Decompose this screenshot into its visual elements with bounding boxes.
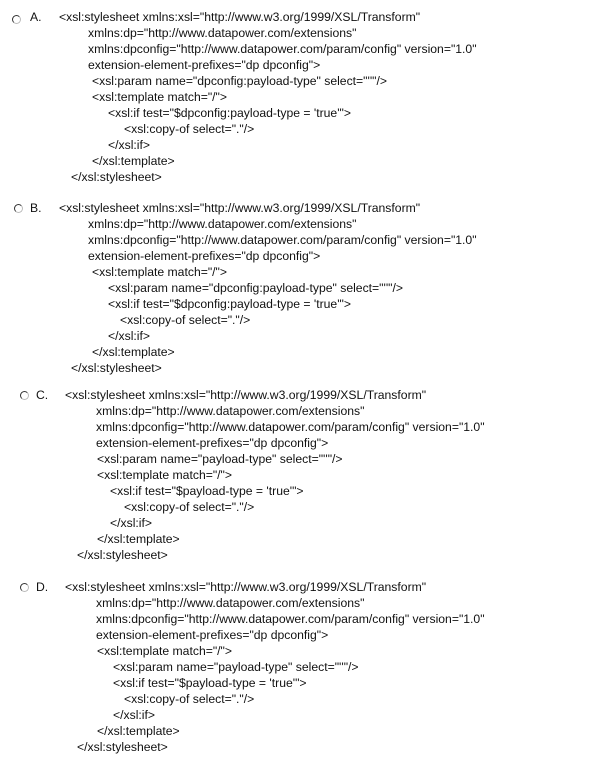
code-line: </xsl:stylesheet> bbox=[71, 361, 162, 375]
code-line: </xsl:if> bbox=[108, 138, 150, 152]
code-line: <xsl:param name="payload-type" select="''"/> bbox=[97, 452, 343, 466]
code-line: </xsl:template> bbox=[92, 345, 175, 359]
code-line: </xsl:stylesheet> bbox=[77, 740, 168, 754]
option-letter: B. bbox=[30, 201, 42, 215]
code-line: <xsl:param name="dpconfig:payload-type" select="''"/> bbox=[92, 74, 387, 88]
code-line: xmlns:dp="http://www.datapower.com/extensions" bbox=[96, 404, 365, 418]
code-line: xmlns:dpconfig="http://www.datapower.com/param/config" version="1.0" bbox=[88, 233, 477, 247]
code-line: </xsl:if> bbox=[110, 516, 152, 530]
option-letter: A. bbox=[30, 10, 42, 24]
code-line: <xsl:stylesheet xmlns:xsl="http://www.w3.org/1999/XSL/Transform" bbox=[65, 580, 427, 594]
code-line: <xsl:stylesheet xmlns:xsl="http://www.w3.org/1999/XSL/Transform" bbox=[59, 201, 421, 215]
code-line: xmlns:dp="http://www.datapower.com/extensions" bbox=[88, 217, 357, 231]
code-line: </xsl:template> bbox=[97, 724, 180, 738]
xsl-code-block bbox=[0, 200, 477, 376]
code-line: <xsl:template match="/"> bbox=[92, 90, 227, 104]
code-line: </xsl:template> bbox=[92, 154, 175, 168]
code-line: <xsl:param name="payload-type" select="''"/> bbox=[113, 660, 359, 674]
code-line: <xsl:if test="$payload-type = 'true'"> bbox=[110, 484, 304, 498]
code-line: </xsl:if> bbox=[113, 708, 155, 722]
code-line: <xsl:template match="/"> bbox=[92, 265, 227, 279]
code-line: <xsl:if test="$dpconfig:payload-type = 'true'"> bbox=[108, 106, 351, 120]
code-line: <xsl:copy-of select="."/> bbox=[124, 500, 255, 514]
code-line: </xsl:if> bbox=[108, 329, 150, 343]
code-line: <xsl:copy-of select="."/> bbox=[124, 692, 255, 706]
option-letter: D. bbox=[36, 580, 49, 594]
code-line: xmlns:dpconfig="http://www.datapower.com/param/config" version="1.0" bbox=[96, 420, 485, 434]
code-line: <xsl:if test="$payload-type = 'true'"> bbox=[113, 676, 307, 690]
code-line: xmlns:dp="http://www.datapower.com/extensions" bbox=[88, 26, 357, 40]
code-line: <xsl:template match="/"> bbox=[97, 468, 232, 482]
code-line: extension-element-prefixes="dp dpconfig"> bbox=[88, 249, 321, 263]
code-line: <xsl:if test="$dpconfig:payload-type = 'true'"> bbox=[108, 297, 351, 311]
code-line: <xsl:stylesheet xmlns:xsl="http://www.w3.org/1999/XSL/Transform" bbox=[65, 388, 427, 402]
code-line: <xsl:template match="/"> bbox=[97, 644, 232, 658]
code-line: xmlns:dpconfig="http://www.datapower.com/param/config" version="1.0" bbox=[88, 42, 477, 56]
code-line: </xsl:stylesheet> bbox=[77, 548, 168, 562]
xsl-code-block bbox=[0, 579, 485, 755]
code-line: <xsl:param name="dpconfig:payload-type" select="''"/> bbox=[108, 281, 403, 295]
code-line: xmlns:dpconfig="http://www.datapower.com/param/config" version="1.0" bbox=[96, 612, 485, 626]
code-line: <xsl:stylesheet xmlns:xsl="http://www.w3.org/1999/XSL/Transform" bbox=[59, 10, 421, 24]
code-line: <xsl:copy-of select="."/> bbox=[124, 122, 255, 136]
xsl-code-block bbox=[0, 9, 477, 185]
code-line: extension-element-prefixes="dp dpconfig"> bbox=[88, 58, 321, 72]
code-line: extension-element-prefixes="dp dpconfig"> bbox=[96, 436, 329, 450]
xsl-code-block bbox=[0, 387, 485, 563]
code-line: <xsl:copy-of select="."/> bbox=[120, 313, 251, 327]
option-letter: C. bbox=[36, 388, 49, 402]
code-line: extension-element-prefixes="dp dpconfig"> bbox=[96, 628, 329, 642]
code-line: </xsl:template> bbox=[97, 532, 180, 546]
code-line: xmlns:dp="http://www.datapower.com/extensions" bbox=[96, 596, 365, 610]
code-line: </xsl:stylesheet> bbox=[71, 170, 162, 184]
